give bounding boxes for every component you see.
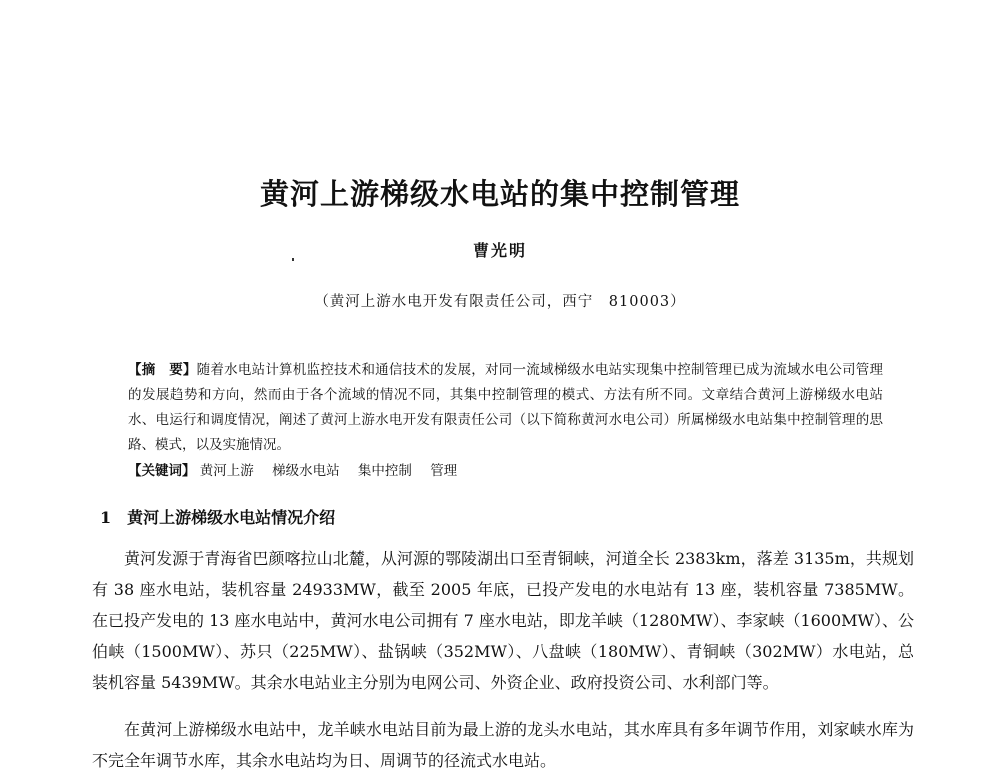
- keyword: 梯级水电站: [272, 463, 340, 479]
- body-paragraph-1: [92, 543, 914, 698]
- keywords-label: 【关键词】: [128, 463, 196, 479]
- abstract: [128, 358, 883, 458]
- author-name: 曹光明: [472, 241, 527, 260]
- abstract-text: 随着水电站计算机监控技术和通信技术的发展，对同一流域梯级水电站实现集中控制管理已成为流域水电公司管理的发展趋势和方向，然而由于各个流域的情况不同，其集中控制管理的模式、方法有所不同。文章结合黄河上游梯级水电站水、电运行和调度情况，阐述了黄河上游水电开发有限责任公司（以下简称黄河水电公司）所属梯级水电站集中控制管理的思路、模式，以及实施情况。: [128, 362, 884, 453]
- author-affiliation: （黄河上游水电开发有限责任公司，西宁 810003）: [314, 294, 686, 310]
- section-title: 黄河上游梯级水电站情况介绍: [127, 508, 336, 527]
- scan-speck: [292, 258, 294, 261]
- paragraph-text: 黄河发源于青海省巴颜喀拉山北麓，从河源的鄂陵湖出口至青铜峡，河道全长 2383km，落差 3135m，共规划有 38 座水电站，装机容量 24933MW，截至 2005 年底，已投产发电的水电站有 13 座，装机容量 7385MW。在已投产发电的 13 座水电站中，黄河水电公司拥有 7 座水电站，即龙羊峡（1280MW）、李家峡（1600MW）、公伯峡（1500MW）、苏只（225MW）、盐锅峡（352MW）、八盘峡（180MW）、青铜峡（302MW）水电站，总装机容量 5439MW。其余水电站业主分别为电网公司、外资企业、政府投资公司、水利部门等。: [92, 549, 914, 692]
- keyword: 黄河上游: [199, 463, 254, 479]
- section-number: 1: [100, 508, 112, 527]
- keyword: 管理: [430, 463, 458, 479]
- keywords: [128, 459, 883, 484]
- body-paragraph-2: [92, 714, 914, 776]
- paper-title: 黄河上游梯级水电站的集中控制管理: [259, 177, 740, 211]
- paragraph-text: 在黄河上游梯级水电站中，龙羊峡水电站目前为最上游的龙头水电站，其水库具有多年调节作用，刘家峡水库为不完全年调节水库，其余水电站均为日、周调节的径流式水电站。: [92, 720, 914, 770]
- keyword: 集中控制: [357, 463, 412, 479]
- abstract-label: 【摘 要】: [128, 362, 197, 378]
- section-heading: [100, 505, 335, 528]
